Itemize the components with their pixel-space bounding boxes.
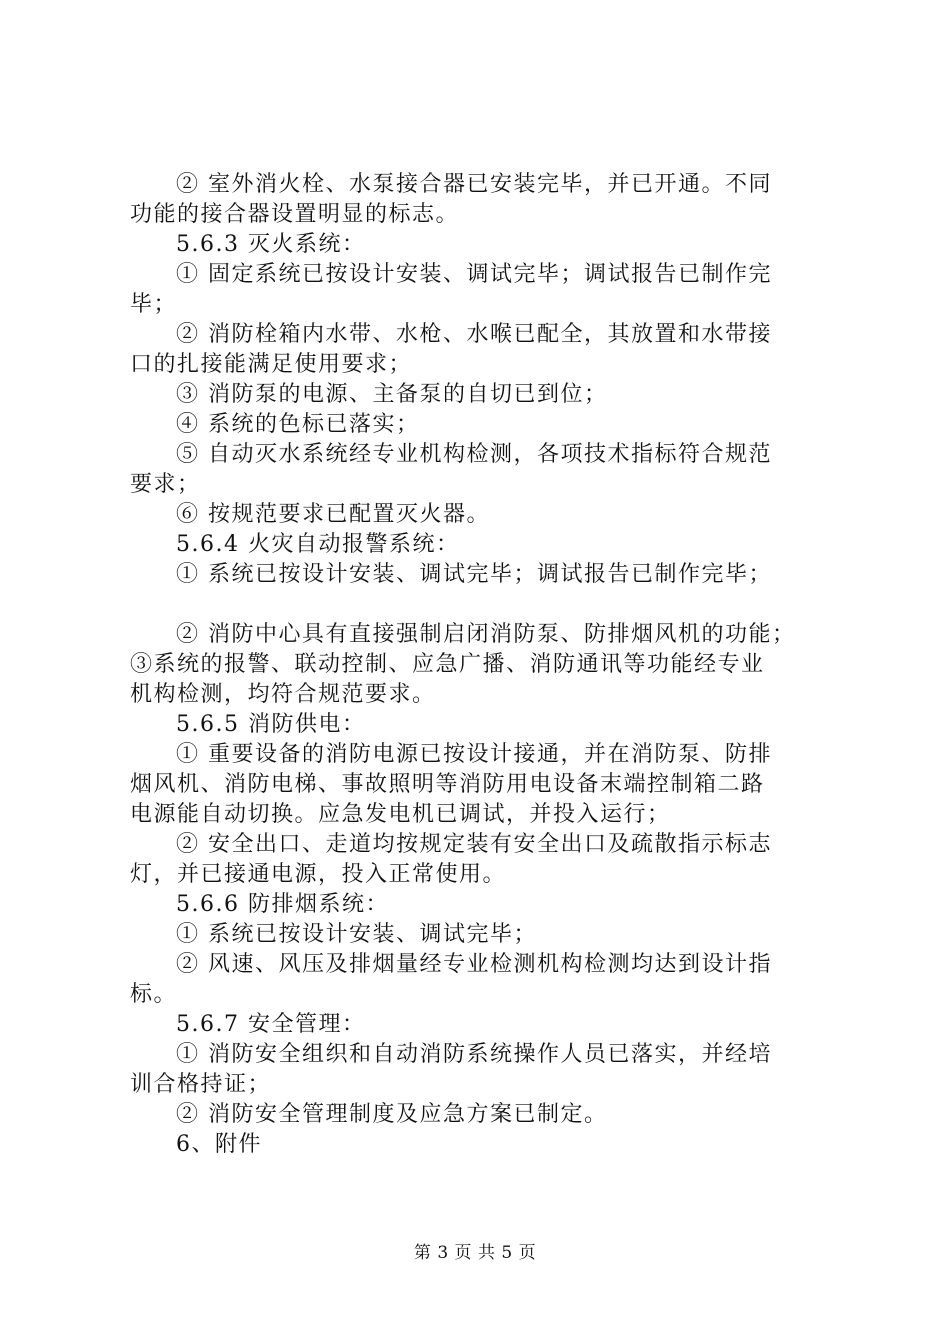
text-line: ② 消防安全管理制度及应急方案已制定。	[176, 1102, 608, 1127]
text-line: ④ 系统的色标已落实；	[176, 412, 420, 437]
text-line: ① 固定系统已按设计安装、调试完毕；调试报告已制作完	[176, 262, 772, 287]
text-line: ⑤ 自动灭水系统经专业机构检测，各项技术指标符合规范	[176, 442, 772, 467]
text-line: 电源能自动切换。应急发电机已调试，并投入运行；	[130, 802, 671, 827]
section-heading: 5.6.6 防排烟系统：	[176, 892, 389, 917]
blank-line	[130, 590, 830, 620]
text-line: 要求；	[130, 472, 201, 497]
text-line: ② 安全出口、走道均按规定装有安全出口及疏散指示标志	[176, 832, 772, 857]
text-line: ② 消防栓箱内水带、水枪、水喉已配全，其放置和水带接	[176, 322, 772, 347]
section-heading: 5.6.5 消防供电：	[176, 712, 366, 737]
text-line: ② 风速、风压及排烟量经专业检测机构检测均达到设计指	[176, 952, 772, 977]
text-line: 机构检测，均符合规范要求。	[130, 682, 436, 707]
section-heading: 6、附件	[176, 1132, 262, 1157]
text-line: ③系统的报警、联动控制、应急广播、消防通讯等功能经专业	[130, 652, 765, 677]
text-line: ① 消防安全组织和自动消防系统操作人员已落实，并经培	[176, 1042, 772, 1067]
page-footer: 第 3 页 共 5 页	[413, 1243, 537, 1263]
text-line: ① 系统已按设计安装、调试完毕；	[176, 922, 537, 947]
text-line: 训合格持证；	[130, 1072, 272, 1097]
text-line: 口的扎接能满足使用要求；	[130, 352, 413, 377]
text-line: ① 系统已按设计安装、调试完毕；调试报告已制作完毕；	[176, 562, 772, 587]
document-body	[130, 170, 830, 1160]
text-line: ③ 消防泵的电源、主备泵的自切已到位；	[176, 382, 608, 407]
section-heading: 5.6.4 火灾自动报警系统：	[176, 532, 460, 557]
text-line: 烟风机、消防电梯、事故照明等消防用电设备末端控制箱二路	[130, 772, 765, 797]
text-line: ⑥ 按规范要求已配置灭火器。	[176, 502, 490, 527]
text-line: 毕；	[130, 292, 178, 317]
section-heading: 5.6.3 灭火系统：	[176, 232, 366, 257]
text-line: 标。	[130, 982, 178, 1007]
section-heading: 5.6.7 安全管理：	[176, 1012, 366, 1037]
text-line: ① 重要设备的消防电源已按设计接通，并在消防泵、防排	[176, 742, 772, 767]
text-line: ② 室外消火栓、水泵接合器已安装完毕，并已开通。不同	[176, 172, 772, 197]
text-line: 灯，并已接通电源，投入正常使用。	[130, 862, 507, 887]
text-line: 功能的接合器设置明显的标志。	[130, 202, 460, 227]
text-line: ② 消防中心具有直接强制启闭消防泵、防排烟风机的功能；	[176, 622, 796, 647]
